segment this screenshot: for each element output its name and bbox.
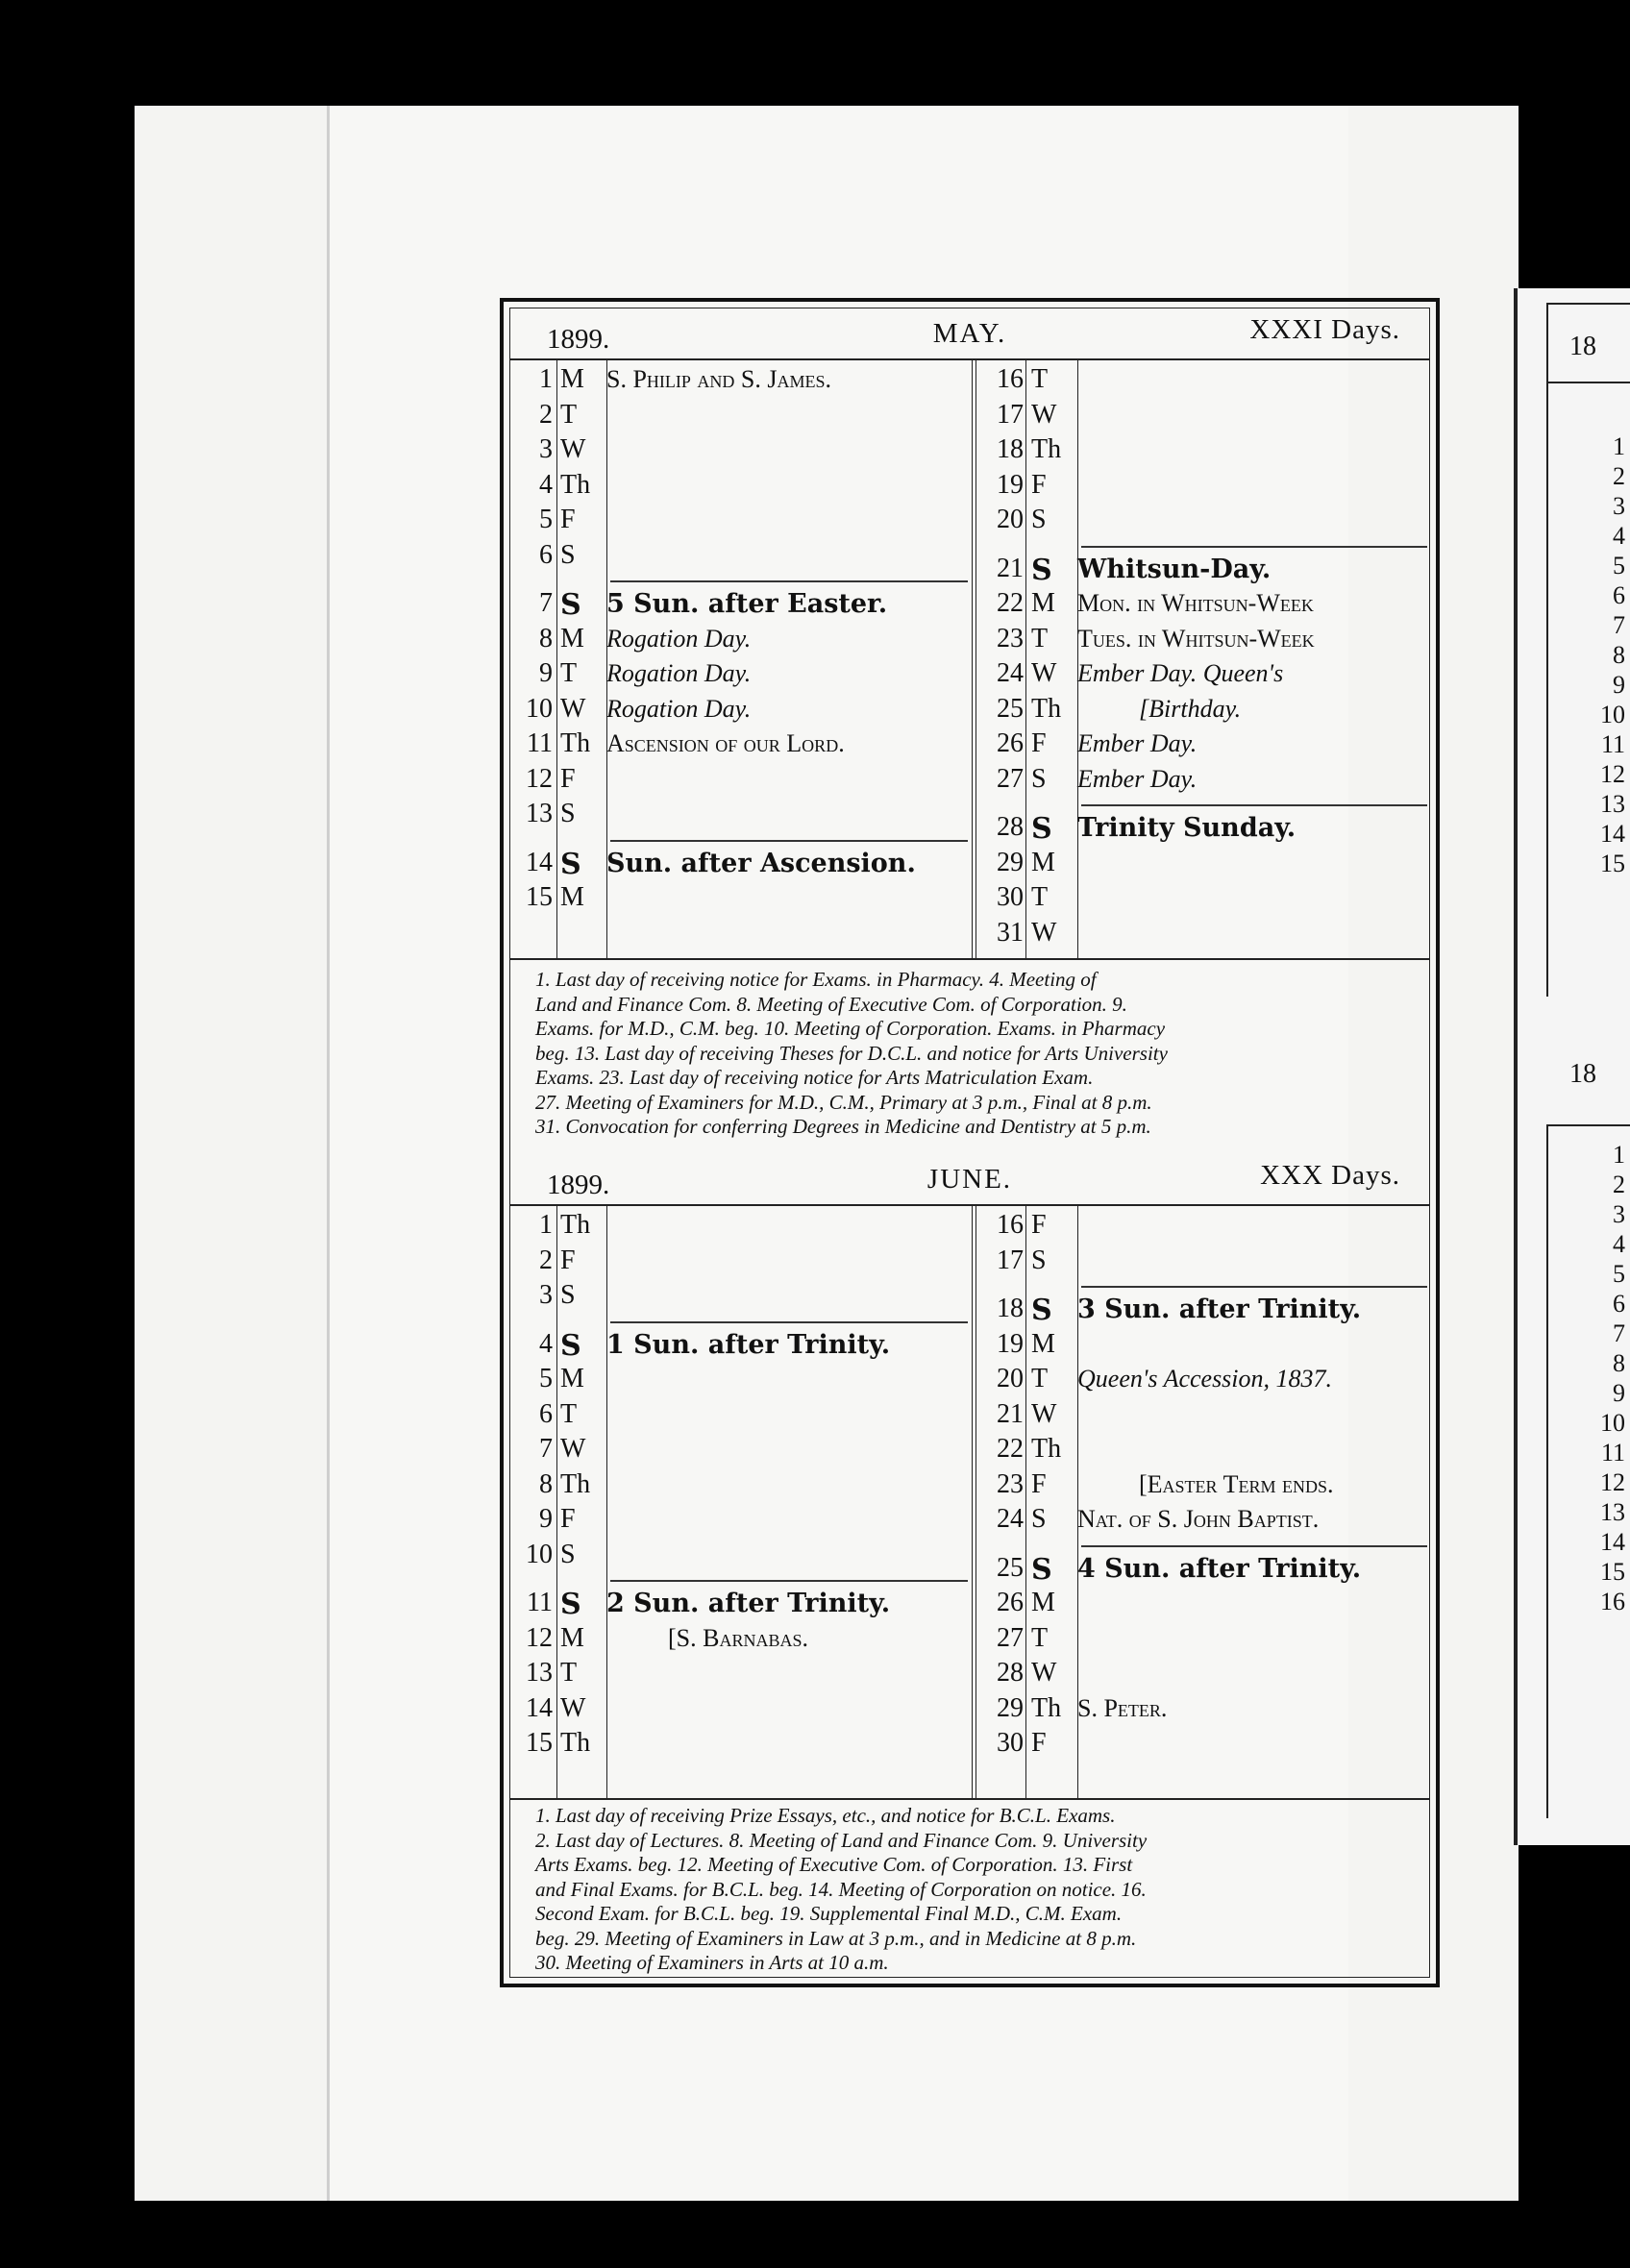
june-year: 1899. [547, 1170, 610, 1200]
may-day-event: Ascension of our Lord. [606, 729, 845, 757]
june-note-line: 30. Meeting of Examiners in Arts at 10 a.m. [535, 1951, 889, 1974]
may-day-number: 6 [539, 539, 553, 570]
may-weekday: S [560, 539, 576, 570]
may-day-number: 15 [526, 882, 553, 912]
june-weekday: W [1031, 1398, 1057, 1429]
may-day-event: Ember Day. [1077, 764, 1198, 793]
adjacent-year-bottom: 18 [1569, 1059, 1596, 1089]
may-date-col-rule [556, 358, 557, 958]
june-note-line: and Final Exams. for B.C.L. beg. 14. Meeting of Corporation on notice. 16. [535, 1877, 1147, 1901]
june-weekday: T [560, 1658, 578, 1688]
may-sunday-mark: S [560, 847, 581, 881]
june-header [510, 1154, 1429, 1202]
may-day-number: 3 [539, 434, 553, 464]
june-day-event: Nat. of S. John Baptist. [1077, 1505, 1320, 1533]
june-day-number: 20 [997, 1364, 1024, 1393]
june-day-event: Queen's Accession, 1837. [1077, 1365, 1333, 1393]
may-day-number: 21 [997, 553, 1024, 583]
may-right-date-col-rule [1025, 358, 1026, 958]
june-day-number: 17 [997, 1245, 1024, 1275]
may-weekday: Th [560, 728, 591, 758]
may-weekday: W [560, 434, 586, 464]
june-note-line: 2. Last day of Lectures. 8. Meeting of Land and Finance Com. 9. University [535, 1828, 1148, 1852]
may-day-event: Sun. after Ascension. [606, 848, 916, 878]
june-day-number: 16 [997, 1210, 1024, 1240]
june-day-number: 27 [997, 1622, 1024, 1653]
may-left-week-separator [610, 840, 968, 842]
may-day-number: 18 [997, 434, 1024, 464]
may-note-line: Land and Finance Com. 8. Meeting of Executive Com. of Corporation. 9. [535, 992, 1127, 1016]
adjacent-day-number: 13 [1600, 1498, 1625, 1526]
june-weekday: S [560, 1539, 576, 1569]
may-day-number: 29 [997, 847, 1024, 877]
adjacent-day-number: 12 [1600, 1468, 1625, 1496]
june-day-number: 4 [539, 1328, 553, 1359]
june-weekday: T [1031, 1364, 1049, 1393]
may-day-event: 5 Sun. after Easter. [606, 589, 888, 619]
adjacent-day-number: 14 [1600, 1528, 1625, 1556]
may-weekday: T [560, 658, 578, 688]
may-note-line: 27. Meeting of Examiners for M.D., C.M., Primary at 3 p.m., Final at 8 p.m. [535, 1090, 1152, 1114]
may-weekday: M [1031, 588, 1055, 618]
june-notes-rule [510, 1798, 1429, 1800]
may-weekday: W [1031, 399, 1057, 430]
may-sunday-mark: S [1031, 553, 1052, 587]
june-right-week-separator [1081, 1286, 1427, 1288]
may-day-number: 10 [526, 693, 553, 724]
june-weekday: F [1031, 1728, 1047, 1758]
june-day-event: 3 Sun. after Trinity. [1077, 1294, 1362, 1324]
may-day-number: 30 [997, 882, 1024, 912]
may-notes-rule [510, 958, 1429, 960]
june-weekday: M [560, 1364, 584, 1393]
june-weekday: W [560, 1692, 586, 1723]
june-left-week-separator [610, 1321, 968, 1323]
may-weekday: W [560, 693, 586, 724]
june-weekday: F [1031, 1210, 1047, 1240]
may-weekday: S [560, 799, 576, 828]
may-day-event: Whitsun-Day. [1077, 554, 1272, 584]
june-right-date-col-rule [1025, 1204, 1026, 1798]
june-day-number: 24 [997, 1504, 1024, 1534]
june-sunday-mark: S [560, 1328, 581, 1363]
june-day-number: 11 [527, 1588, 553, 1617]
may-weekday: T [560, 399, 578, 430]
june-weekday: Th [1031, 1434, 1062, 1464]
may-day-number: 5 [539, 505, 553, 534]
may-weekday: M [560, 623, 584, 653]
june-day-number: 3 [539, 1280, 553, 1310]
june-weekday: Th [560, 1210, 591, 1240]
may-day-number: 23 [997, 623, 1024, 653]
june-weekday: S [1031, 1504, 1047, 1534]
june-month-title: JUNE. [926, 1164, 1013, 1195]
may-day-number: 4 [539, 469, 553, 500]
may-sunday-mark: S [560, 588, 581, 622]
may-note-line: beg. 13. Last day of receiving Theses for D.C.L. and notice for Arts University [535, 1041, 1168, 1065]
june-day-number: 5 [539, 1364, 553, 1393]
adjacent-day-number: 6 [1613, 581, 1625, 609]
june-day-number: 22 [997, 1434, 1024, 1464]
adjacent-day-number: 5 [1613, 1260, 1625, 1288]
june-day-number: 26 [997, 1588, 1024, 1617]
june-day-event: [Easter Term ends. [1139, 1469, 1334, 1498]
may-weekday: S [1031, 505, 1047, 534]
june-day-number: 14 [526, 1692, 553, 1723]
may-day-number: 17 [997, 399, 1024, 430]
may-day-event: [Birthday. [1139, 694, 1242, 723]
june-day-event: 4 Sun. after Trinity. [1077, 1553, 1362, 1584]
june-day-number: 29 [997, 1692, 1024, 1723]
may-center-rule-a [972, 358, 973, 958]
may-weekday: M [1031, 847, 1055, 877]
june-note-line: beg. 29. Meeting of Examiners in Law at 3 p.m., and in Medicine at 8 p.m. [535, 1926, 1137, 1950]
may-weekday: W [1031, 917, 1057, 948]
adjacent-day-number: 14 [1600, 820, 1625, 848]
adjacent-day-number: 1 [1613, 1141, 1625, 1169]
june-day-number: 2 [539, 1245, 553, 1275]
may-day-number: 2 [539, 399, 553, 430]
may-weekday: F [1031, 728, 1047, 758]
adjacent-page-top-box [1546, 303, 1630, 997]
june-day-number: 18 [997, 1294, 1024, 1323]
june-day-event: S. Peter. [1077, 1693, 1168, 1722]
may-weekday: Th [1031, 693, 1062, 724]
adjacent-day-number: 7 [1613, 1319, 1625, 1347]
june-notes [535, 1804, 1412, 1976]
may-left-week-separator [610, 580, 968, 582]
may-day-number: 12 [526, 763, 553, 794]
may-day-event: Rogation Day. [606, 624, 752, 653]
may-weekday: F [560, 505, 576, 534]
june-right-week-separator [1081, 1545, 1427, 1547]
adjacent-day-number: 2 [1613, 462, 1625, 490]
may-day-number: 1 [539, 364, 553, 394]
adjacent-day-number: 16 [1600, 1588, 1625, 1615]
adjacent-page-fragment [1514, 288, 1630, 1845]
june-weekday: Th [560, 1728, 591, 1758]
adjacent-day-number: 8 [1613, 641, 1625, 669]
may-day-number: 14 [526, 847, 553, 877]
june-day-event: 2 Sun. after Trinity. [606, 1589, 891, 1618]
june-weekday: W [1031, 1658, 1057, 1688]
june-note-line: 1. Last day of receiving Prize Essays, etc., and notice for B.C.L. Exams. [535, 1804, 1116, 1827]
june-day-number: 15 [526, 1728, 553, 1758]
adjacent-day-number: 4 [1613, 1230, 1625, 1258]
adjacent-day-number: 9 [1613, 671, 1625, 699]
may-notes [535, 968, 1412, 1140]
may-header-rule [510, 358, 1429, 360]
june-weekday: Th [560, 1468, 591, 1499]
june-day-event: 1 Sun. after Trinity. [606, 1329, 891, 1360]
may-weekday: Th [1031, 434, 1062, 464]
adjacent-day-number: 2 [1613, 1171, 1625, 1198]
may-weekday: W [1031, 658, 1057, 688]
june-day-number: 7 [539, 1434, 553, 1464]
june-day-event: [S. Barnabas. [668, 1623, 808, 1652]
adjacent-day-number: 3 [1613, 492, 1625, 520]
june-weekday: F [560, 1504, 576, 1534]
may-day-event: Ember Day. [1077, 729, 1198, 757]
june-day-number: 10 [526, 1539, 553, 1569]
june-header-rule [510, 1204, 1429, 1206]
may-weekday: S [1031, 763, 1047, 794]
adjacent-day-number: 11 [1600, 730, 1625, 758]
adjacent-year-top: 18 [1569, 332, 1596, 361]
june-weekday: F [1031, 1468, 1047, 1499]
june-weekday: S [560, 1280, 576, 1310]
may-day-number: 25 [997, 693, 1024, 724]
may-days-count: XXXI Days. [1249, 314, 1400, 345]
may-year: 1899. [547, 324, 610, 355]
adjacent-day-number: 9 [1613, 1379, 1625, 1407]
may-day-number: 9 [539, 658, 553, 688]
june-weekday: T [1031, 1622, 1049, 1653]
june-day-number: 30 [997, 1728, 1024, 1758]
june-weekday: S [1031, 1245, 1047, 1275]
adjacent-day-number: 15 [1600, 1558, 1625, 1586]
may-day-number: 26 [997, 728, 1024, 758]
adjacent-day-number: 11 [1600, 1439, 1625, 1467]
june-day-number: 13 [526, 1658, 553, 1688]
may-day-number: 16 [997, 364, 1024, 394]
may-day-number: 24 [997, 658, 1024, 688]
adjacent-day-number: 3 [1613, 1200, 1625, 1228]
june-weekday: M [560, 1622, 584, 1653]
may-month-title: MAY. [932, 318, 1007, 349]
june-note-line: Second Exam. for B.C.L. beg. 19. Supplemental Final M.D., C.M. Exam. [535, 1902, 1123, 1925]
may-weekday: M [560, 882, 584, 912]
may-day-event: Trinity Sunday. [1077, 813, 1297, 843]
calendar-frame [500, 298, 1440, 1987]
may-day-event: Ember Day. Queen's [1077, 659, 1284, 687]
june-weekday: T [560, 1398, 578, 1429]
may-note-line: 31. Convocation for conferring Degrees in Medicine and Dentistry at 5 p.m. [535, 1115, 1151, 1138]
adjacent-day-number: 10 [1600, 701, 1625, 728]
june-day-number: 9 [539, 1504, 553, 1534]
may-note-line: 1. Last day of receiving notice for Exams. in Pharmacy. 4. Meeting of [535, 968, 1097, 991]
may-note-line: Exams. for M.D., C.M. beg. 10. Meeting of Corporation. Exams. in Pharmacy [535, 1017, 1166, 1040]
adjacent-day-number: 7 [1613, 611, 1625, 639]
adjacent-day-number: 1 [1613, 432, 1625, 460]
may-day-event: Rogation Day. [606, 659, 752, 687]
may-right-week-separator [1081, 804, 1427, 806]
may-day-number: 13 [526, 799, 553, 828]
june-weekday: F [560, 1245, 576, 1275]
may-day-number: 28 [997, 812, 1024, 842]
june-weekday: Th [1031, 1692, 1062, 1723]
june-weekday: M [1031, 1588, 1055, 1617]
june-day-number: 1 [539, 1210, 553, 1240]
may-day-number: 8 [539, 623, 553, 653]
june-left-week-separator [610, 1580, 968, 1582]
adjacent-day-number: 10 [1600, 1409, 1625, 1437]
may-weekday: F [1031, 469, 1047, 500]
may-day-number: 27 [997, 763, 1024, 794]
may-day-number: 11 [527, 728, 553, 758]
june-sunday-mark: S [1031, 1552, 1052, 1587]
adjacent-divider-top [1548, 382, 1630, 383]
may-day-number: 22 [997, 588, 1024, 618]
may-right-week-separator [1081, 546, 1427, 548]
may-sunday-mark: S [1031, 812, 1052, 846]
june-weekday: M [1031, 1328, 1055, 1359]
june-day-number: 28 [997, 1658, 1024, 1688]
may-weekday: T [1031, 364, 1049, 394]
may-day-number: 19 [997, 469, 1024, 500]
may-day-number: 7 [539, 588, 553, 618]
adjacent-day-number: 12 [1600, 760, 1625, 788]
adjacent-day-number: 8 [1613, 1349, 1625, 1377]
adjacent-day-number: 4 [1613, 522, 1625, 550]
adjacent-day-column-bottom [1587, 1140, 1625, 1616]
june-note-line: Arts Exams. beg. 12. Meeting of Executive Com. of Corporation. 13. First [535, 1853, 1133, 1876]
june-day-number: 6 [539, 1398, 553, 1429]
may-day-number: 20 [997, 505, 1024, 534]
june-weekday: W [560, 1434, 586, 1464]
june-day-number: 8 [539, 1468, 553, 1499]
june-day-number: 12 [526, 1622, 553, 1653]
may-weekday: Th [560, 469, 591, 500]
june-day-number: 19 [997, 1328, 1024, 1359]
adjacent-day-number: 5 [1613, 552, 1625, 579]
may-day-event: Mon. in Whitsun-Week [1077, 589, 1314, 617]
may-note-line: Exams. 23. Last day of receiving notice for Arts Matriculation Exam. [535, 1066, 1094, 1089]
june-days-count: XXX Days. [1260, 1160, 1400, 1191]
may-day-event: Rogation Day. [606, 694, 752, 723]
june-center-rule-a [972, 1204, 973, 1798]
june-sunday-mark: S [560, 1588, 581, 1621]
calendar-frame-inner [509, 308, 1430, 1978]
may-day-event: S. Philip and S. James. [606, 365, 831, 393]
june-day-number: 23 [997, 1468, 1024, 1499]
may-header [510, 308, 1429, 357]
june-sunday-mark: S [1031, 1294, 1052, 1327]
june-day-number: 21 [997, 1398, 1024, 1429]
adjacent-page-bottom-box [1546, 1059, 1630, 1818]
may-weekday: M [560, 364, 584, 394]
may-weekday: T [1031, 623, 1049, 653]
may-day-event: Tues. in Whitsun-Week [1077, 624, 1315, 653]
adjacent-day-number: 13 [1600, 790, 1625, 818]
adjacent-day-number: 15 [1600, 850, 1625, 877]
adjacent-day-number: 6 [1613, 1290, 1625, 1318]
may-day-number: 31 [997, 917, 1024, 948]
may-weekday: F [560, 763, 576, 794]
may-weekday: T [1031, 882, 1049, 912]
adjacent-day-column-top [1587, 431, 1625, 878]
june-date-col-rule [556, 1204, 557, 1798]
june-day-number: 25 [997, 1552, 1024, 1583]
